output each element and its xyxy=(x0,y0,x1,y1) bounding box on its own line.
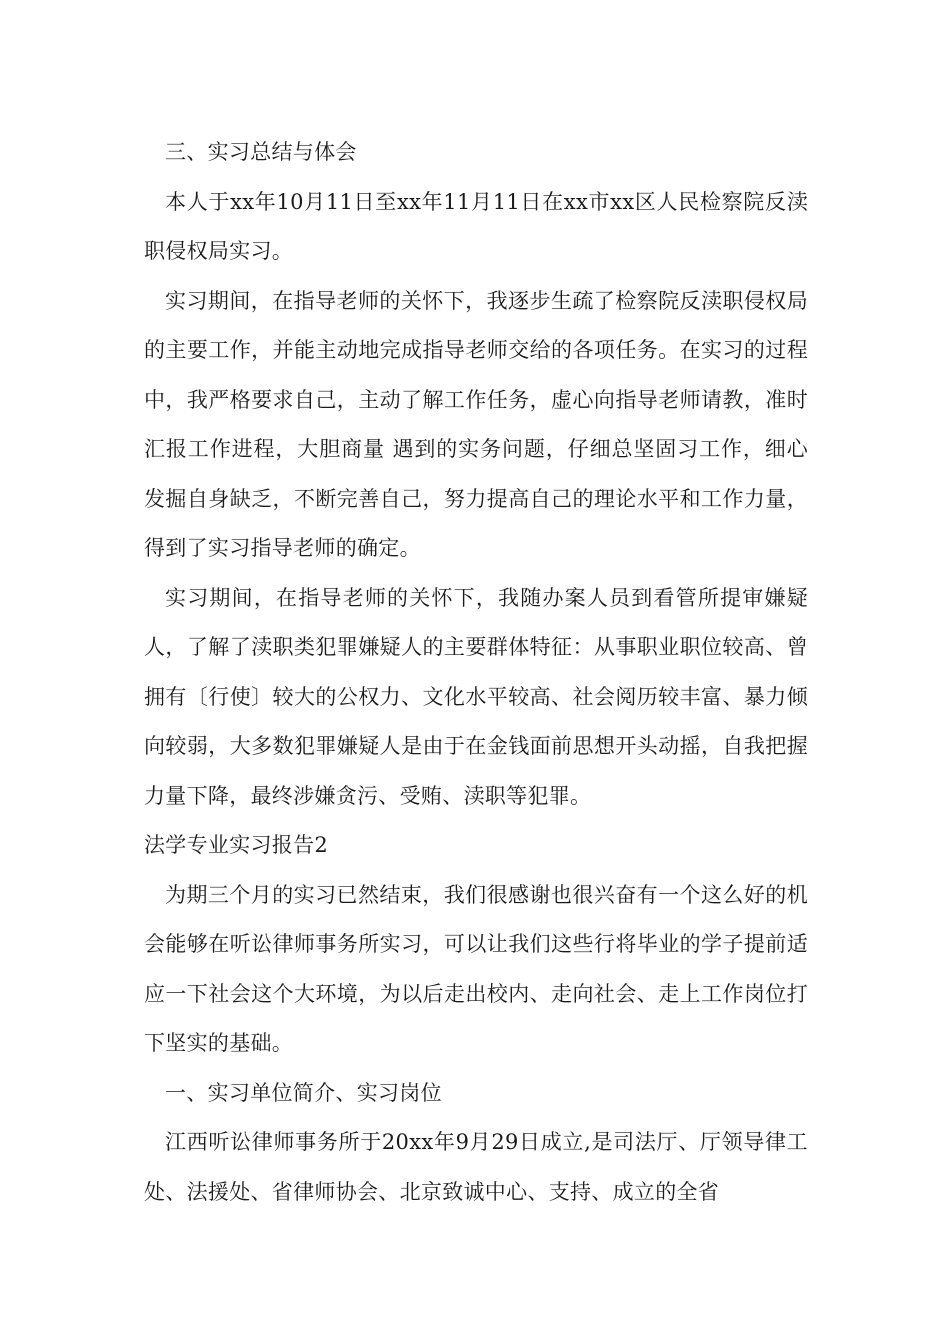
section-heading-summary: 三、实习总结与体会 xyxy=(165,140,357,164)
paragraph-firm-intro: 江西听讼律师事务所于20xx年9月29日成立,是司法厅、厅领导律工处、法援处、省律师协会、北京致诚中心、支持、成立的全省 xyxy=(144,1130,808,1204)
paragraph-suspect-features: 实习期间，在指导老师的关怀下，我随办案人员到看管所提审嫌疑人，了解了渎职类犯罪嫌疑人的主要群体特征：从事职业职位较高、曾拥有〔行使〕较大的公权力、文化水平较高、社会阅历较丰富、暴力倾向较弱，大多数犯罪嫌疑人是由于在金钱面前思想开头动摇，自我把握力量下降，最终涉嫌贪污、受贿、渎职等犯罪。 xyxy=(144,585,808,808)
paragraph-internship-period: 本人于xx年10月11日至xx年11月11日在xx市xx区人民检察院反渎职侵权局实习。 xyxy=(144,189,808,263)
paragraph-internship-intro: 为期三个月的实习已然结束，我们很感谢也很兴奋有一个这么好的机会能够在听讼律师事务所实习，可以让我们这些行将毕业的学子提前适应一下社会这个大环境，为以后走出校内、走向社会、走上工作岗位打下坚实的基础。 xyxy=(144,882,808,1055)
paragraph-internship-work: 实习期间，在指导老师的关怀下，我逐步生疏了检察院反渎职侵权局的主要工作，并能主动地完成指导老师交给的各项任务。在实习的过程中，我严格要求自己，主动了解工作任务，虚心向指导老师请教，准时汇报工作进程，大胆商量 遇到的实务问题，仔细总坚固习工作，细心发掘自身缺乏，不断完善自己，努力提高自己的理论水平和工作力量，得到了实习指导老师的确定。 xyxy=(144,288,808,560)
document-body xyxy=(144,128,808,1217)
section-heading-unit: 一、实习单位简介、实习岗位 xyxy=(165,1080,442,1105)
report-title-2: 法学专业实习报告2 xyxy=(144,833,329,857)
